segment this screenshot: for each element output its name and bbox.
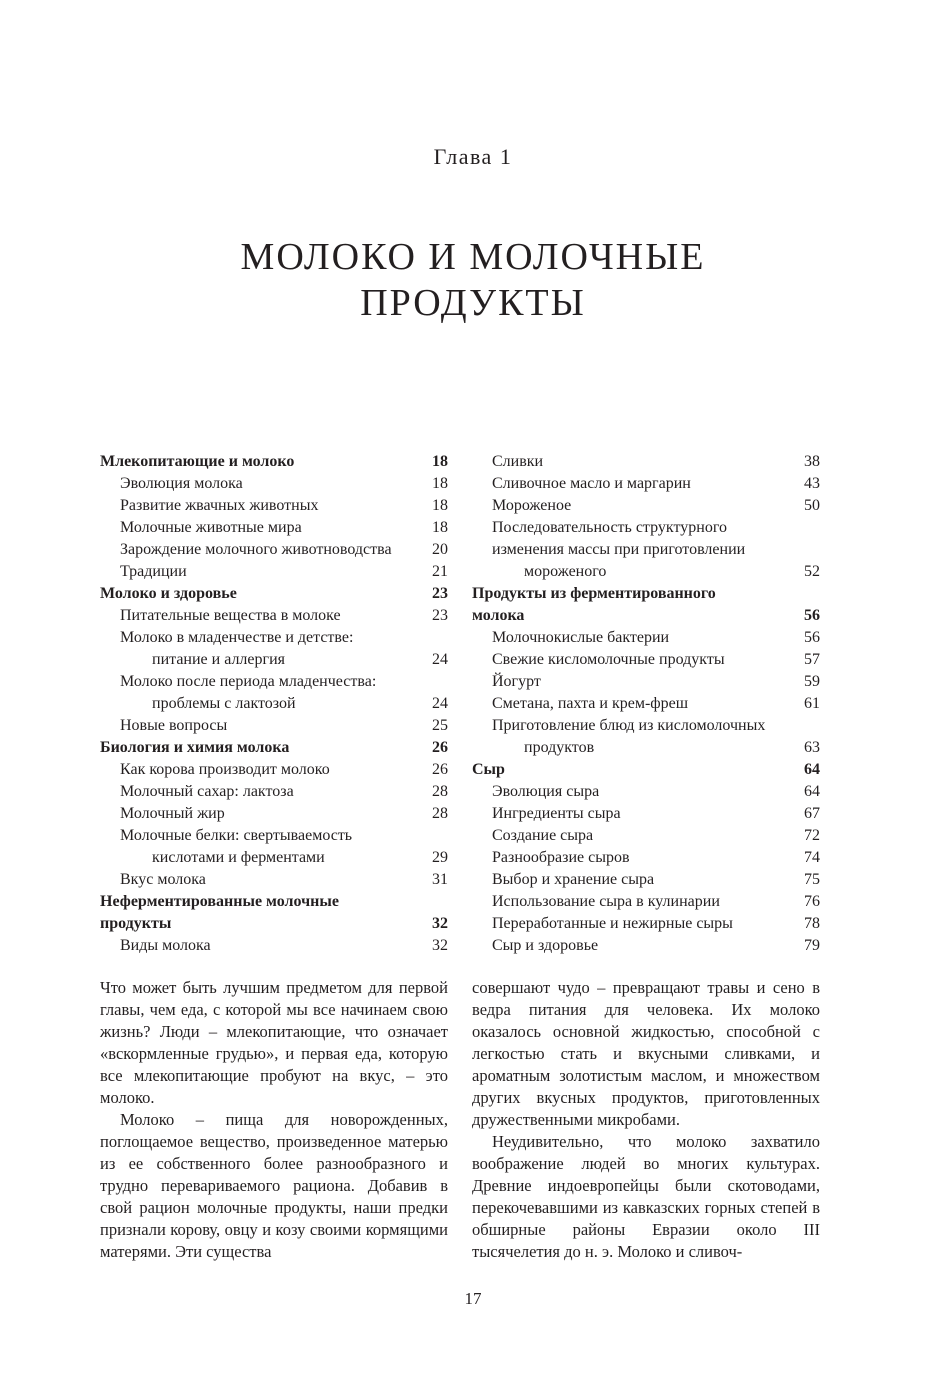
toc-entry-title: Эволюция молока: [120, 475, 243, 492]
chapter-label: Глава 1: [433, 144, 513, 169]
toc-entry-page: 29: [432, 849, 448, 866]
toc-right-column: [472, 451, 820, 957]
toc-entry-title: Традиции: [120, 563, 187, 580]
toc-section-entry: [100, 891, 448, 913]
toc-entry-page: 26: [432, 739, 448, 756]
toc-entry-page: 64: [804, 761, 820, 778]
toc-entry-title: Продукты из ферментированного: [472, 585, 716, 602]
toc-subsection-entry: [100, 517, 448, 539]
toc-entry-page: 43: [804, 475, 820, 492]
body-paragraph: совершают чудо – превращают травы и сено в ведра питания для человека. Их молоко оказалось основной жидкостью, способной с легкостью стать и вкусными сливками, и ароматным золотистым маслом, и множеством других вкусных продуктов, приготовленных дружественными микробами.: [472, 978, 820, 1129]
toc-entry-title: Развитие жвачных животных: [120, 497, 319, 514]
toc-entry-title: Мороженое: [492, 497, 572, 514]
toc-entry-title: Сметана, пахта и крем-фреш: [492, 695, 689, 712]
toc-subsection-entry: [472, 891, 820, 913]
toc-subsection-entry: [472, 473, 820, 495]
toc-subsection-entry: [472, 451, 820, 473]
body-right-column: [472, 977, 820, 1263]
toc-entry-title: Ингредиенты сыра: [492, 805, 621, 822]
toc-subsection-entry: [100, 803, 448, 825]
toc-entry-title: проблемы с лактозой: [152, 695, 296, 712]
toc-entry-title: Переработанные и нежирные сыры: [492, 915, 733, 932]
toc-subsection-entry: [100, 495, 448, 517]
toc-subsection-entry: [472, 561, 820, 583]
toc-entry-title: изменения массы при приготовлении: [492, 541, 746, 558]
chapter-title: [0, 234, 946, 326]
toc-entry-title: Последовательность структурного: [492, 519, 727, 536]
toc-entry-title: Приготовление блюд из кисломолочных: [492, 717, 766, 734]
toc-entry-title: питание и аллергия: [152, 651, 285, 668]
toc-subsection-entry: [100, 539, 448, 561]
toc-entry-page: 78: [804, 915, 820, 932]
toc-entry-page: 23: [432, 607, 448, 624]
toc-entry-page: 28: [432, 805, 448, 822]
toc-entry-title: Сыр: [472, 761, 505, 778]
toc-entry-page: 72: [804, 827, 820, 844]
toc-entry-title: Сыр и здоровье: [492, 937, 599, 954]
toc-entry-page: 32: [432, 937, 448, 954]
toc-subsection-entry: [100, 935, 448, 957]
toc-entry-title: Свежие кисломолочные продукты: [492, 651, 725, 668]
toc-subsection-entry: [472, 693, 820, 715]
toc-entry-page: 24: [432, 695, 448, 712]
toc-entry-title: Йогурт: [492, 673, 541, 690]
toc-entry-title: Сливки: [492, 453, 544, 470]
toc-entry-title: молока: [472, 607, 525, 624]
toc-entry-page: 32: [432, 915, 448, 932]
toc-entry-title: Молочные животные мира: [120, 519, 302, 536]
toc-left-column: [100, 451, 448, 957]
toc-subsection-entry: [100, 825, 448, 847]
toc-section-entry: [100, 451, 448, 473]
toc-entry-page: 23: [432, 585, 448, 602]
toc-entry-page: 59: [804, 673, 820, 690]
toc-entry-title: Виды молока: [120, 937, 211, 954]
toc-entry-title: Выбор и хранение сыра: [492, 871, 655, 888]
toc-entry-title: Питательные вещества в молоке: [120, 607, 341, 624]
toc-entry-page: 57: [804, 651, 820, 668]
toc-entry-title: Молочный сахар: лактоза: [120, 783, 294, 800]
toc-subsection-entry: [100, 627, 448, 649]
toc-subsection-entry: [100, 671, 448, 693]
toc-entry-page: 21: [432, 563, 448, 580]
toc-entry-page: 18: [432, 497, 448, 514]
toc-entry-title: Новые вопросы: [120, 717, 228, 734]
toc-entry-title: продукты: [100, 915, 172, 932]
toc-subsection-entry: [472, 649, 820, 671]
toc-entry-title: Молоко и здоровье: [100, 585, 237, 602]
toc-section-entry: [100, 913, 448, 935]
toc-subsection-entry: [472, 671, 820, 693]
toc-entry-page: 26: [432, 761, 448, 778]
toc-section-entry: [100, 737, 448, 759]
toc-entry-page: 31: [432, 871, 448, 888]
toc-subsection-entry: [100, 869, 448, 891]
body-left-column: [100, 977, 448, 1263]
toc-entry-page: 56: [804, 629, 820, 646]
toc-entry-page: 76: [804, 893, 820, 910]
toc-section-entry: [472, 583, 820, 605]
toc-entry-page: 38: [804, 453, 820, 470]
toc-subsection-entry: [100, 715, 448, 737]
toc-entry-title: Молочный жир: [120, 805, 225, 822]
toc-entry-page: 50: [804, 497, 820, 514]
toc-subsection-entry: [472, 539, 820, 561]
toc-entry-title: Биология и химия молока: [100, 739, 290, 756]
toc-subsection-entry: [472, 737, 820, 759]
toc-section-entry: [472, 605, 820, 627]
toc-entry-title: Молоко после периода младенчества:: [120, 673, 377, 690]
toc-entry-page: 18: [432, 453, 448, 470]
toc-subsection-entry: [472, 825, 820, 847]
toc-subsection-entry: [100, 605, 448, 627]
toc-subsection-entry: [100, 847, 448, 869]
toc-entry-title: Молочные белки: свертываемость: [120, 827, 353, 844]
toc-entry-title: Эволюция сыра: [492, 783, 600, 800]
toc-entry-title: Вкус молока: [120, 871, 206, 888]
toc-entry-title: Молочнокислые бактерии: [492, 629, 670, 646]
toc-entry-page: 24: [432, 651, 448, 668]
toc-entry-page: 18: [432, 475, 448, 492]
toc-entry-title: Млекопитающие и молоко: [100, 453, 295, 470]
chapter-title-line-1: МОЛОКО И МОЛОЧНЫЕ: [240, 236, 706, 278]
toc-subsection-entry: [100, 473, 448, 495]
toc-entry-page: 18: [432, 519, 448, 536]
toc-entry-page: 56: [804, 607, 820, 624]
toc-entry-title: мороженого: [524, 563, 607, 580]
toc-subsection-entry: [472, 803, 820, 825]
toc-subsection-entry: [472, 627, 820, 649]
toc-subsection-entry: [472, 715, 820, 737]
toc-subsection-entry: [472, 847, 820, 869]
toc-entry-title: Зарождение молочного животноводства: [120, 541, 392, 558]
toc-entry-page: 63: [804, 739, 820, 756]
toc-entry-page: 64: [804, 783, 820, 800]
toc-subsection-entry: [472, 517, 820, 539]
toc-subsection-entry: [100, 649, 448, 671]
toc-entry-page: 75: [804, 871, 820, 888]
toc-subsection-entry: [472, 495, 820, 517]
toc-section-entry: [472, 759, 820, 781]
toc-entry-title: Сливочное масло и маргарин: [492, 475, 691, 492]
toc-subsection-entry: [100, 693, 448, 715]
toc-subsection-entry: [472, 869, 820, 891]
toc-entry-page: 74: [804, 849, 820, 866]
toc-entry-page: 61: [804, 695, 820, 712]
toc-subsection-entry: [100, 781, 448, 803]
toc-entry-title: Разнообразие сыров: [492, 849, 630, 866]
toc-section-entry: [100, 583, 448, 605]
toc-subsection-entry: [472, 781, 820, 803]
toc-entry-title: Неферментированные молочные: [100, 893, 339, 910]
toc-subsection-entry: [100, 561, 448, 583]
toc-entry-page: 20: [432, 541, 448, 558]
toc-entry-title: Создание сыра: [492, 827, 594, 844]
toc-subsection-entry: [100, 759, 448, 781]
toc-entry-title: продуктов: [524, 739, 595, 756]
toc-entry-page: 67: [804, 805, 820, 822]
toc-entry-title: Как корова производит молоко: [120, 761, 330, 778]
toc-entry-page: 52: [804, 563, 820, 580]
toc-entry-page: 28: [432, 783, 448, 800]
chapter-title-line-2: ПРОДУКТЫ: [360, 282, 586, 324]
body-paragraph: Что может быть лучшим предметом для первой главы, чем еда, с которой мы все начинаем свою жизнь? Люди – млекопитающие, что означает «вскормленные грудью», и первая еда, которую все млекопитающие пробуют на вкус, – это молоко.: [100, 978, 448, 1107]
toc-entry-page: 79: [804, 937, 820, 954]
toc-entry-title: Молоко в младенчестве и детстве:: [120, 629, 354, 646]
toc-entry-page: 25: [432, 717, 448, 734]
body-paragraph: Молоко – пища для новорожденных, поглощаемое вещество, произведенное матерью из ее собственного более разнообразного и трудно перевариваемого рациона. Добавив в свой рацион молочные продукты, наши предки признали корову, овцу и козу своими кормящими матерями. Эти существа: [100, 1110, 448, 1261]
toc-subsection-entry: [472, 913, 820, 935]
toc-subsection-entry: [472, 935, 820, 957]
toc-entry-title: кислотами и ферментами: [152, 849, 325, 866]
page-number: 17: [464, 1289, 482, 1308]
toc-entry-title: Использование сыра в кулинарии: [492, 893, 720, 910]
body-paragraph: Неудивительно, что молоко захватило воображение людей во многих культурах. Древние индоевропейцы были скотоводами, перекочевавшими из кавказских горных степей в обширные районы Евразии около III тысячелетия до н. э. Молоко и сливоч-: [472, 1132, 820, 1261]
